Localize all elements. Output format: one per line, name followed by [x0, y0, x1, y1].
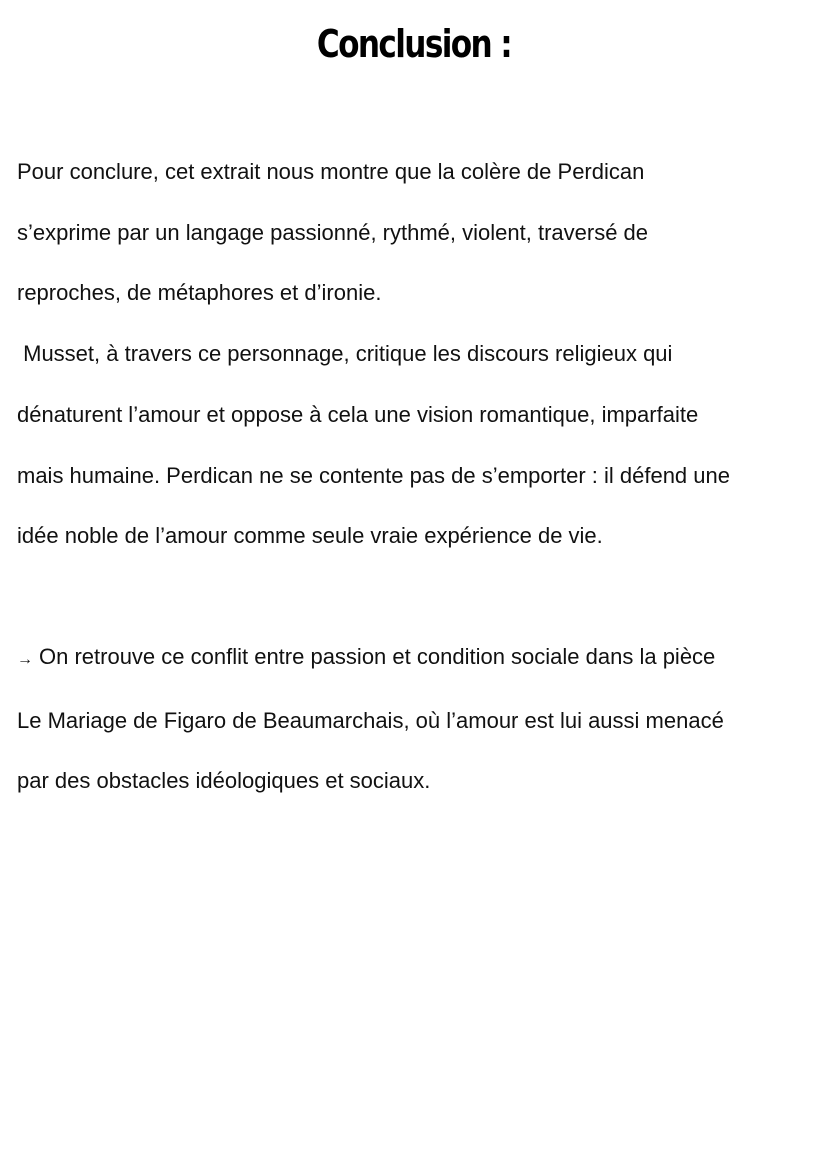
paragraph-line: dénaturent l’amour et oppose à cela une vision romantique, imparfaite	[17, 401, 699, 427]
paragraph-line: Musset, à travers ce personnage, critique les discours religieux qui	[17, 341, 673, 367]
page-title: Conclusion :	[316, 22, 512, 66]
paragraph-line: reproches, de métaphores et d’ironie.	[17, 280, 382, 306]
paragraph-line-text: On retrouve ce conflit entre passion et condition sociale dans la pièce	[39, 644, 716, 669]
paragraph-line: s’exprime par un langage passionné, rythmé, violent, traversé de	[17, 219, 649, 245]
opening-paragraph	[17, 627, 817, 812]
paragraph-line: Le Mariage de Figaro de Beaumarchais, où l’amour est lui aussi menacé	[17, 707, 724, 733]
paragraph-line: mais humaine. Perdican ne se contente pas de s’emporter : il défend une	[17, 462, 730, 488]
paragraph-line	[17, 627, 817, 691]
paragraph-line: Pour conclure, cet extrait nous montre que la colère de Perdican	[17, 159, 645, 184]
conclusion-paragraph	[17, 142, 817, 567]
paragraph-line: idée noble de l’amour comme seule vraie expérience de vie.	[17, 523, 603, 549]
paragraph-line: par des obstacles idéologiques et sociaux.	[17, 768, 431, 794]
right-arrow-icon: →	[17, 651, 33, 668]
